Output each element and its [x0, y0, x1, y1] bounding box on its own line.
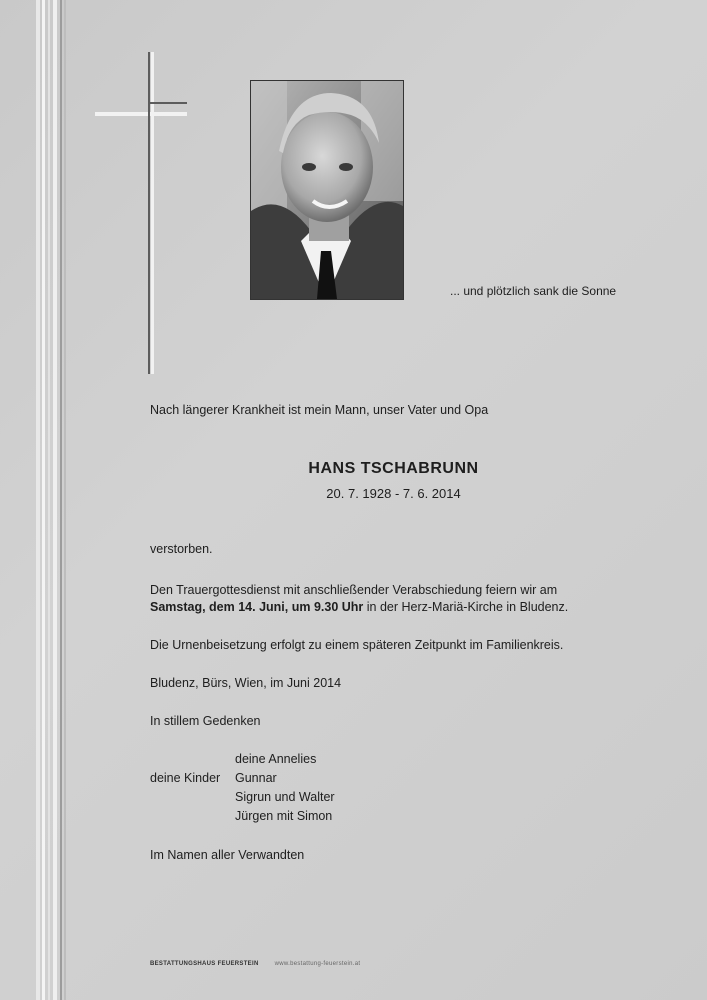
portrait-photo [250, 80, 404, 300]
mourner-name: Sigrun und Walter [235, 790, 335, 804]
life-dates: 20. 7. 1928 - 7. 6. 2014 [326, 486, 461, 501]
funeral-home-name: BESTATTUNGSHAUS FEUERSTEIN [150, 961, 259, 967]
intro-text: Nach längerer Krankheit ist mein Mann, unser Vater und Opa [150, 403, 489, 417]
service-location: in der Herz-Mariä-Kirche in Bludenz. [363, 600, 569, 614]
footer [150, 961, 360, 967]
place-date: Bludenz, Bürs, Wien, im Juni 2014 [150, 676, 342, 690]
relatives-text: Im Namen aller Verwandten [150, 848, 305, 862]
cross-icon [95, 52, 187, 374]
memory-text: In stillem Gedenken [150, 714, 261, 728]
service-line-2 [150, 600, 568, 614]
mourner-name: Jürgen mit Simon [235, 809, 333, 823]
urn-burial-text: Die Urnenbeisetzung erfolgt zu einem späteren Zeitpunkt im Familienkreis. [150, 638, 564, 652]
motto: ... und plötzlich sank die Sonne [450, 284, 617, 298]
funeral-home-website[interactable]: www.bestattung-feuerstein.at [274, 961, 361, 967]
service-date: Samstag, dem 14. Juni, um 9.30 Uhr [150, 600, 364, 614]
deceased-text: verstorben. [150, 542, 213, 556]
mourner-name: Gunnar [235, 771, 277, 785]
deceased-name: HANS TSCHABRUNN [308, 460, 479, 477]
service-line-1: Den Trauergottesdienst mit anschließender Verabschiedung feiern wir am [150, 583, 558, 597]
mourner-group: deine Kinder [150, 771, 221, 785]
mourner-name: deine Annelies [235, 752, 317, 766]
